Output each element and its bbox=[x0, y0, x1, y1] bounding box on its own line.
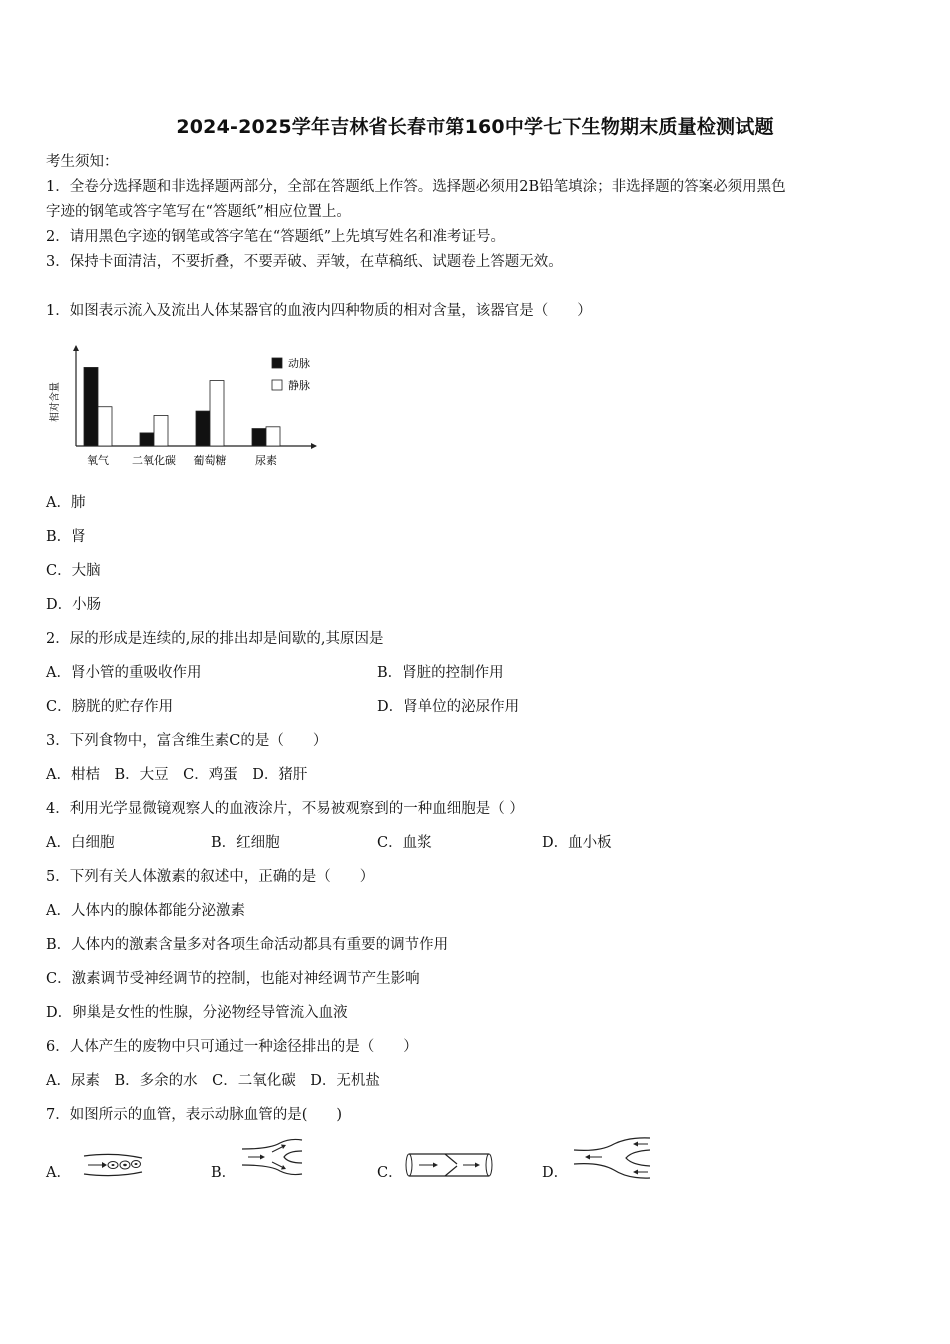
q1-stem: 1．如图表示流入及流出人体某器官的血液内四种物质的相对含量，该器官是（ ） bbox=[46, 303, 592, 319]
legend-label-静脉: 静脉 bbox=[288, 379, 310, 392]
bar-动脉-氧气 bbox=[84, 367, 98, 446]
q4-option-b[interactable]: B．红细胞 bbox=[211, 835, 280, 851]
legend-swatch-动脉 bbox=[272, 358, 282, 368]
bar-静脉-氧气 bbox=[98, 407, 112, 446]
notice-line-3: 3．保持卡面清洁，不要折叠，不要弄破、弄皱，在草稿纸、试题卷上答题无效。 bbox=[46, 254, 563, 270]
x-tick-label: 二氧化碳 bbox=[132, 454, 176, 467]
bar-静脉-尿素 bbox=[266, 427, 280, 446]
q5-stem: 5．下列有关人体激素的叙述中，正确的是（ ） bbox=[46, 869, 375, 885]
legend-label-动脉: 动脉 bbox=[288, 357, 310, 370]
q3-stem: 3．下列食物中，富含维生素C的是（ ） bbox=[46, 733, 328, 749]
notice-line-2: 2．请用黑色字迹的钢笔或答字笔在“答题纸”上先填写姓名和准考证号。 bbox=[46, 229, 506, 245]
q5-option-d[interactable]: D．卵巢是女性的性腺，分泌物经导管流入血液 bbox=[46, 1005, 348, 1021]
bar-动脉-葡萄糖 bbox=[196, 411, 210, 446]
vessel-c-vein-valve-icon[interactable] bbox=[405, 1148, 497, 1182]
q6-stem: 6．人体产生的废物中只可通过一种途径排出的是（ ） bbox=[46, 1039, 418, 1055]
q7-stem: 7．如图所示的血管，表示动脉血管的是( ) bbox=[46, 1107, 343, 1123]
chart-legend bbox=[272, 356, 310, 392]
page-title: 2024-2025学年吉林省长春市第160中学七下生物期末质量检测试题 bbox=[176, 116, 774, 138]
q4-option-c[interactable]: C．血浆 bbox=[377, 835, 432, 851]
bar-静脉-二氧化碳 bbox=[154, 415, 168, 446]
x-tick-label: 氧气 bbox=[87, 454, 109, 467]
q5-option-b[interactable]: B．人体内的激素含量多对各项生命活动都具有重要的调节作用 bbox=[46, 937, 449, 953]
q2-option-c[interactable]: C．膀胱的贮存作用 bbox=[46, 699, 174, 715]
q7-option-b-label[interactable]: B． bbox=[211, 1165, 237, 1181]
q2-option-d[interactable]: D．肾单位的泌尿作用 bbox=[377, 699, 520, 715]
vessel-a-capillary-icon[interactable] bbox=[80, 1148, 150, 1182]
q2-stem: 2．尿的形成是连续的,尿的排出却是间歇的,其原因是 bbox=[46, 631, 384, 647]
q4-option-d[interactable]: D．血小板 bbox=[542, 835, 612, 851]
y-axis-arrow bbox=[73, 345, 79, 351]
q1-option-b[interactable]: B．肾 bbox=[46, 529, 86, 545]
q4-stem: 4．利用光学显微镜观察人的血液涂片，不易被观察到的一种血细胞是（ ） bbox=[46, 801, 524, 817]
q1-option-c[interactable]: C．大脑 bbox=[46, 563, 101, 579]
q2-option-b[interactable]: B．肾脏的控制作用 bbox=[377, 665, 504, 681]
bar-静脉-葡萄糖 bbox=[210, 381, 224, 446]
q6-options[interactable]: A．尿素 B．多余的水 C．二氧化碳 D．无机盐 bbox=[46, 1073, 380, 1089]
x-tick-label: 葡萄糖 bbox=[193, 454, 227, 467]
bar-动脉-尿素 bbox=[252, 429, 266, 446]
x-axis-arrow bbox=[311, 443, 317, 449]
q1-option-a[interactable]: A．肺 bbox=[46, 495, 86, 511]
q7-option-a-label[interactable]: A． bbox=[46, 1165, 71, 1181]
q3-options[interactable]: A．柑桔 B．大豆 C．鸡蛋 D．猪肝 bbox=[46, 767, 308, 783]
vessel-b-branching-icon[interactable] bbox=[240, 1137, 306, 1177]
q1-bar-chart bbox=[44, 340, 344, 475]
notice-heading: 考生须知： bbox=[46, 154, 119, 170]
vessel-d-converging-icon[interactable] bbox=[572, 1134, 652, 1182]
q4-option-a[interactable]: A．白细胞 bbox=[46, 835, 115, 851]
q2-option-a[interactable]: A．肾小管的重吸收作用 bbox=[46, 665, 202, 681]
q1-option-d[interactable]: D．小肠 bbox=[46, 597, 102, 613]
q7-option-c-label[interactable]: C． bbox=[377, 1165, 403, 1181]
notice-line-1a: 1．全卷分选择题和非选择题两部分，全部在答题纸上作答。选择题必须用2B铅笔填涂；非选择题的答案必须用黑色 bbox=[46, 179, 786, 195]
q5-option-a[interactable]: A．人体内的腺体都能分泌激素 bbox=[46, 903, 245, 919]
q5-option-c[interactable]: C．激素调节受神经调节的控制，也能对神经调节产生影响 bbox=[46, 971, 420, 987]
notice-line-1b: 字迹的钢笔或答字笔写在“答题纸”相应位置上。 bbox=[46, 204, 351, 220]
x-tick-label: 尿素 bbox=[255, 454, 277, 467]
legend-swatch-静脉 bbox=[272, 380, 282, 390]
y-axis-label: 相对含量 bbox=[50, 382, 61, 422]
chart-bars bbox=[84, 367, 280, 446]
q7-option-d-label[interactable]: D． bbox=[542, 1165, 569, 1181]
bar-动脉-二氧化碳 bbox=[140, 433, 154, 446]
